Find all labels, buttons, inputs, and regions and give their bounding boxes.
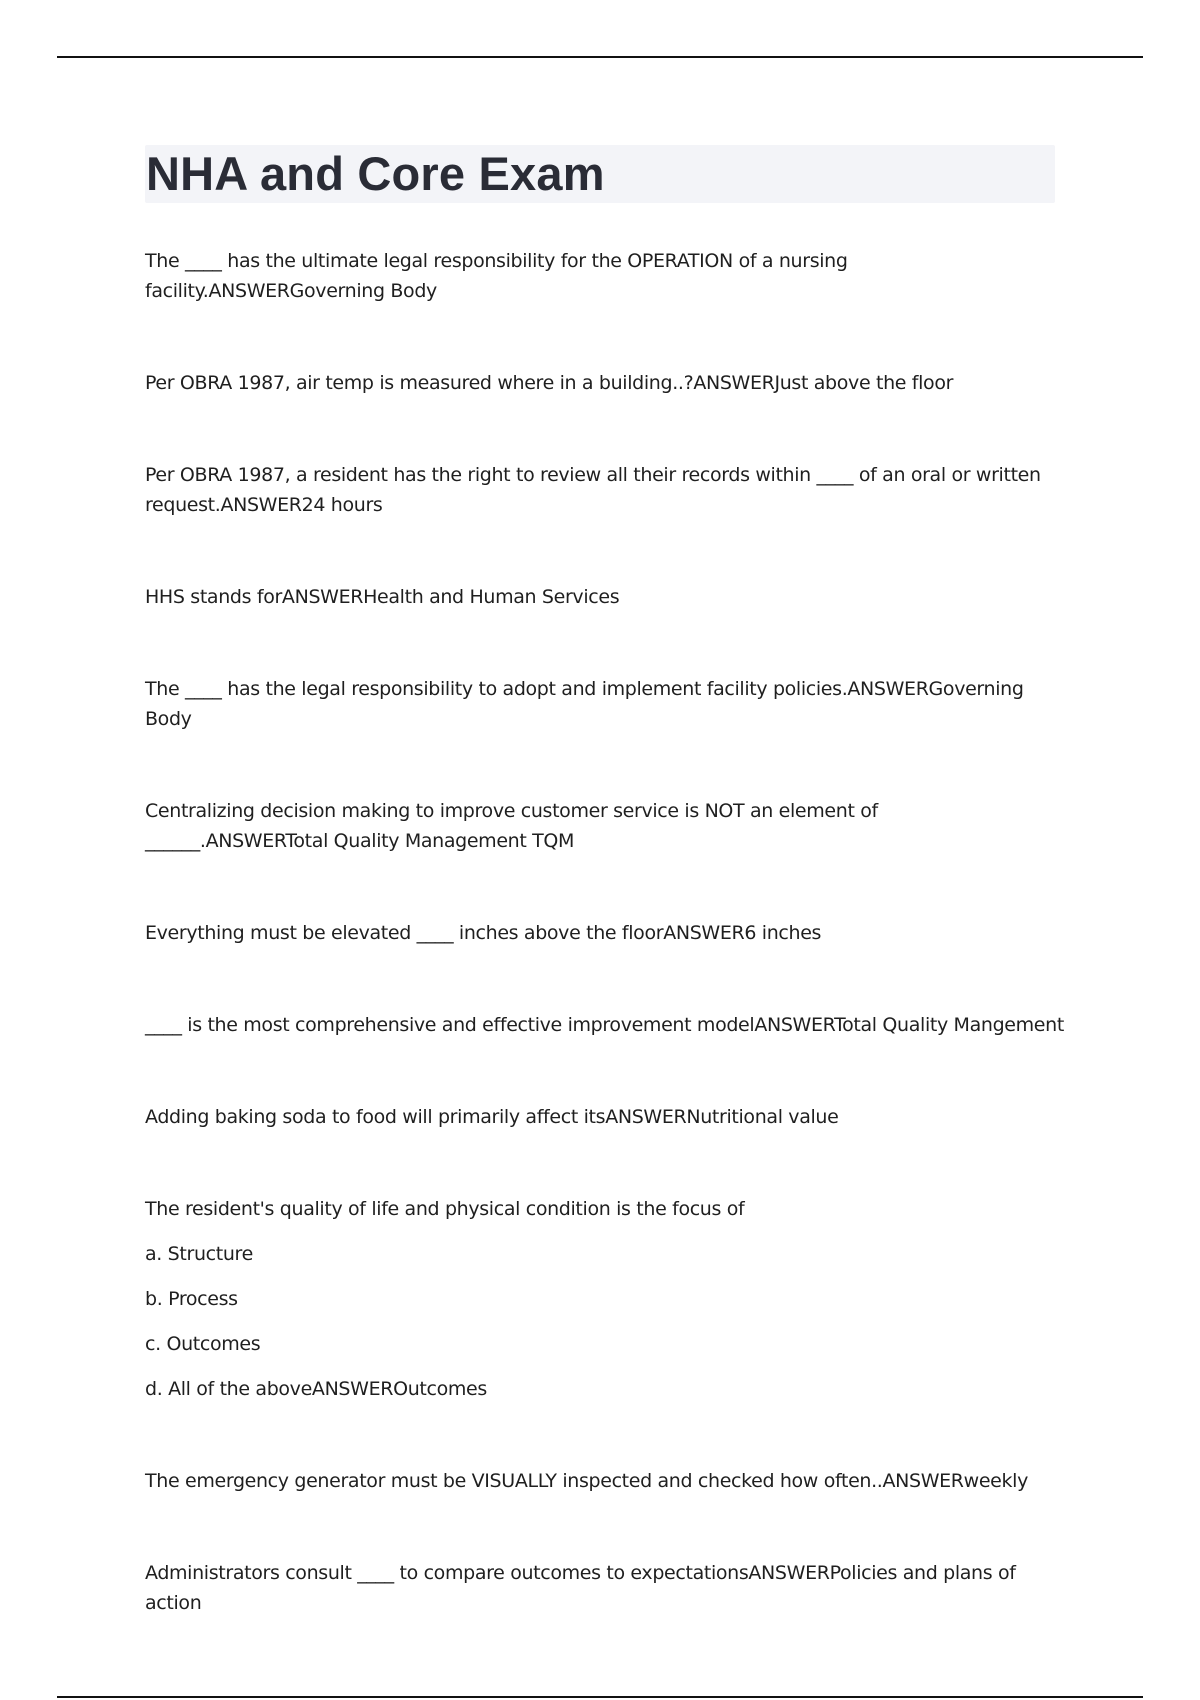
option-c: c. Outcomes: [145, 1333, 261, 1355]
question-text: ____ is the most comprehensive and effective improvement modelANSWERTotal Quality Mangement: [145, 1014, 1064, 1036]
question-text: Centralizing decision making to improve customer service is NOT an element of ______.ANSWERTotal Quality Management TQM: [145, 800, 878, 852]
question-text: The ____ has the legal responsibility to adopt and implement facility policies.ANSWERGoverning Body: [145, 678, 1024, 730]
list-item: [145, 918, 1065, 948]
list-item: [145, 246, 1065, 306]
page-title: NHA and Core Exam: [146, 147, 605, 200]
list-item: [145, 1558, 1065, 1618]
footer-rule: [57, 1696, 1143, 1698]
list-item: [145, 796, 1065, 856]
multiple-choice-item: [145, 1194, 1065, 1404]
header-rule: [57, 56, 1143, 58]
list-item: [145, 674, 1065, 734]
option-b: b. Process: [145, 1288, 238, 1310]
question-stem: The resident's quality of life and physical condition is the focus of: [145, 1198, 745, 1220]
question-text: HHS stands forANSWERHealth and Human Services: [145, 586, 620, 608]
question-text: Administrators consult ____ to compare outcomes to expectationsANSWERPolicies and plans of action: [145, 1562, 1016, 1614]
question-text: Per OBRA 1987, a resident has the right to review all their records within ____ of an oral or written request.ANSWER24 hours: [145, 464, 1041, 516]
list-item: [145, 1466, 1065, 1496]
list-item: [145, 1102, 1065, 1132]
question-text: Per OBRA 1987, air temp is measured where in a building..?ANSWERJust above the floor: [145, 372, 954, 394]
list-item: [145, 1010, 1065, 1040]
question-text: Everything must be elevated ____ inches above the floorANSWER6 inches: [145, 922, 822, 944]
question-text: The ____ has the ultimate legal responsibility for the OPERATION of a nursing facility.ANSWERGoverning Body: [145, 250, 848, 302]
question-list: [145, 246, 1065, 1680]
option-a: a. Structure: [145, 1243, 253, 1265]
question-text: Adding baking soda to food will primarily affect itsANSWERNutritional value: [145, 1106, 839, 1128]
option-d: d. All of the aboveANSWEROutcomes: [145, 1378, 487, 1400]
question-text: The emergency generator must be VISUALLY inspected and checked how often..ANSWERweekly: [145, 1470, 1028, 1492]
list-item: [145, 460, 1065, 520]
list-item: [145, 368, 1065, 398]
list-item: [145, 582, 1065, 612]
